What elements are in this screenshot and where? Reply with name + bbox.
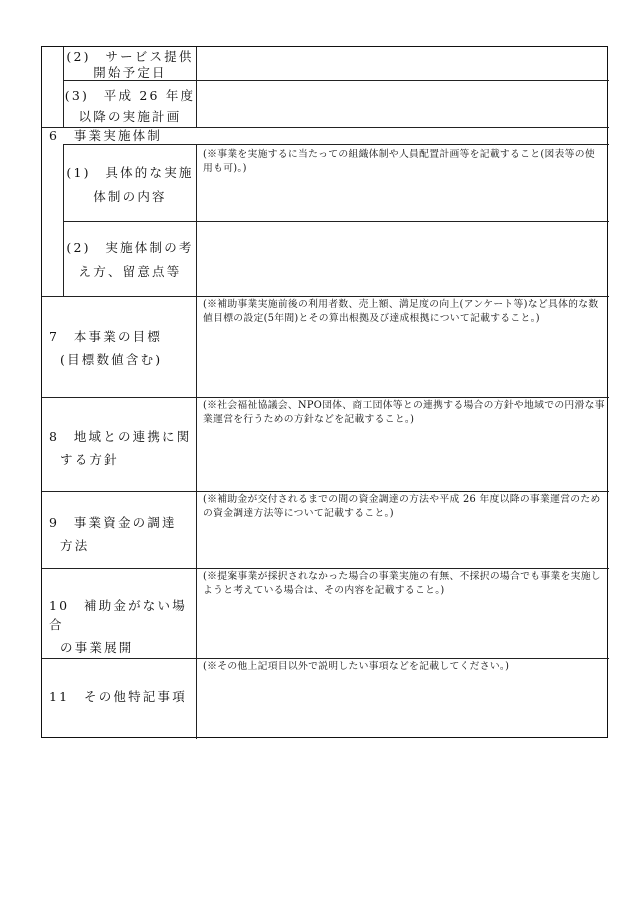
row-divider [42, 658, 609, 659]
row-divider [42, 296, 609, 297]
no-subsidy-plan-label [49, 596, 195, 655]
label-line: 以降の実施計画 [78, 109, 182, 124]
funding-method-note: (※補助金が交付されるまでの間の資金調達の方法や平成 26 年度以降の事業運営のための資金調達方法等について記載すること。) [203, 494, 601, 519]
goal-note: (※補助事業実施前後の利用者数、売上額、満足度の向上(アンケート等)など具体的な数値目標の設定(5年間)とその算出根拠及び達成根拠について記載すること。) [203, 299, 599, 324]
no-subsidy-plan-note: (※提案事業が採択されなかった場合の事業実施の有無、不採択の場合でも事業を実施しようと考えている場合は、その内容を記載すること。) [203, 571, 601, 596]
regional-cooperation-note: (※社会福祉協議会、NPO団体、商工団体等との連携する場合の方針や地域での円滑な事業運営を行うための方針などを記載すること。) [203, 400, 605, 425]
service-start-date-field[interactable] [197, 47, 607, 80]
label-line: 9 事業資金の調達 [49, 515, 177, 530]
row-divider [42, 491, 609, 492]
structure-content-field[interactable] [197, 177, 607, 220]
label-line: (2) サービス提供 [66, 49, 194, 64]
service-start-date-label [64, 47, 196, 80]
label-line: 開始予定日 [93, 65, 167, 80]
other-notes-label: 11 その他特記事項 [49, 689, 187, 704]
row-divider [63, 144, 609, 145]
label-line: の事業展開 [60, 640, 134, 655]
section-6-heading: 6 事業実施体制 [49, 128, 163, 143]
structure-content-note: (※事業を実施するに当たっての組織体制や人員配置計画等を記載すること(図表等の使用も可)。) [203, 149, 595, 174]
label-line: (1) 具体的な実施 [66, 165, 194, 180]
structure-content-label [64, 163, 196, 213]
label-line: (2) 実施体制の考 [66, 240, 194, 255]
row-divider [42, 397, 609, 398]
plan-form-table [41, 46, 608, 738]
label-line: 体制の内容 [93, 189, 167, 204]
other-notes-note: (※その他上記項目以外で説明したい事項などを記載してください。) [203, 661, 510, 672]
future-plan-field[interactable] [197, 81, 607, 127]
regional-cooperation-label [49, 427, 195, 477]
goal-label [49, 327, 195, 377]
label-line: 7 本事業の目標 [49, 329, 163, 344]
row-divider [42, 568, 609, 569]
structure-approach-label [64, 238, 196, 288]
label-line: する方針 [60, 452, 119, 467]
label-line: え方、留意点等 [78, 264, 182, 279]
label-line: (3) 平成 26 年度 [64, 88, 196, 103]
structure-approach-field[interactable] [197, 222, 607, 296]
label-line: (目標数値含む) [60, 352, 163, 367]
label-line: 方法 [60, 538, 90, 553]
future-plan-label [64, 81, 196, 127]
funding-method-label [49, 513, 195, 563]
label-line: 8 地域との連携に関 [49, 429, 192, 444]
label-line: 10 補助金がない場合 [49, 598, 187, 632]
